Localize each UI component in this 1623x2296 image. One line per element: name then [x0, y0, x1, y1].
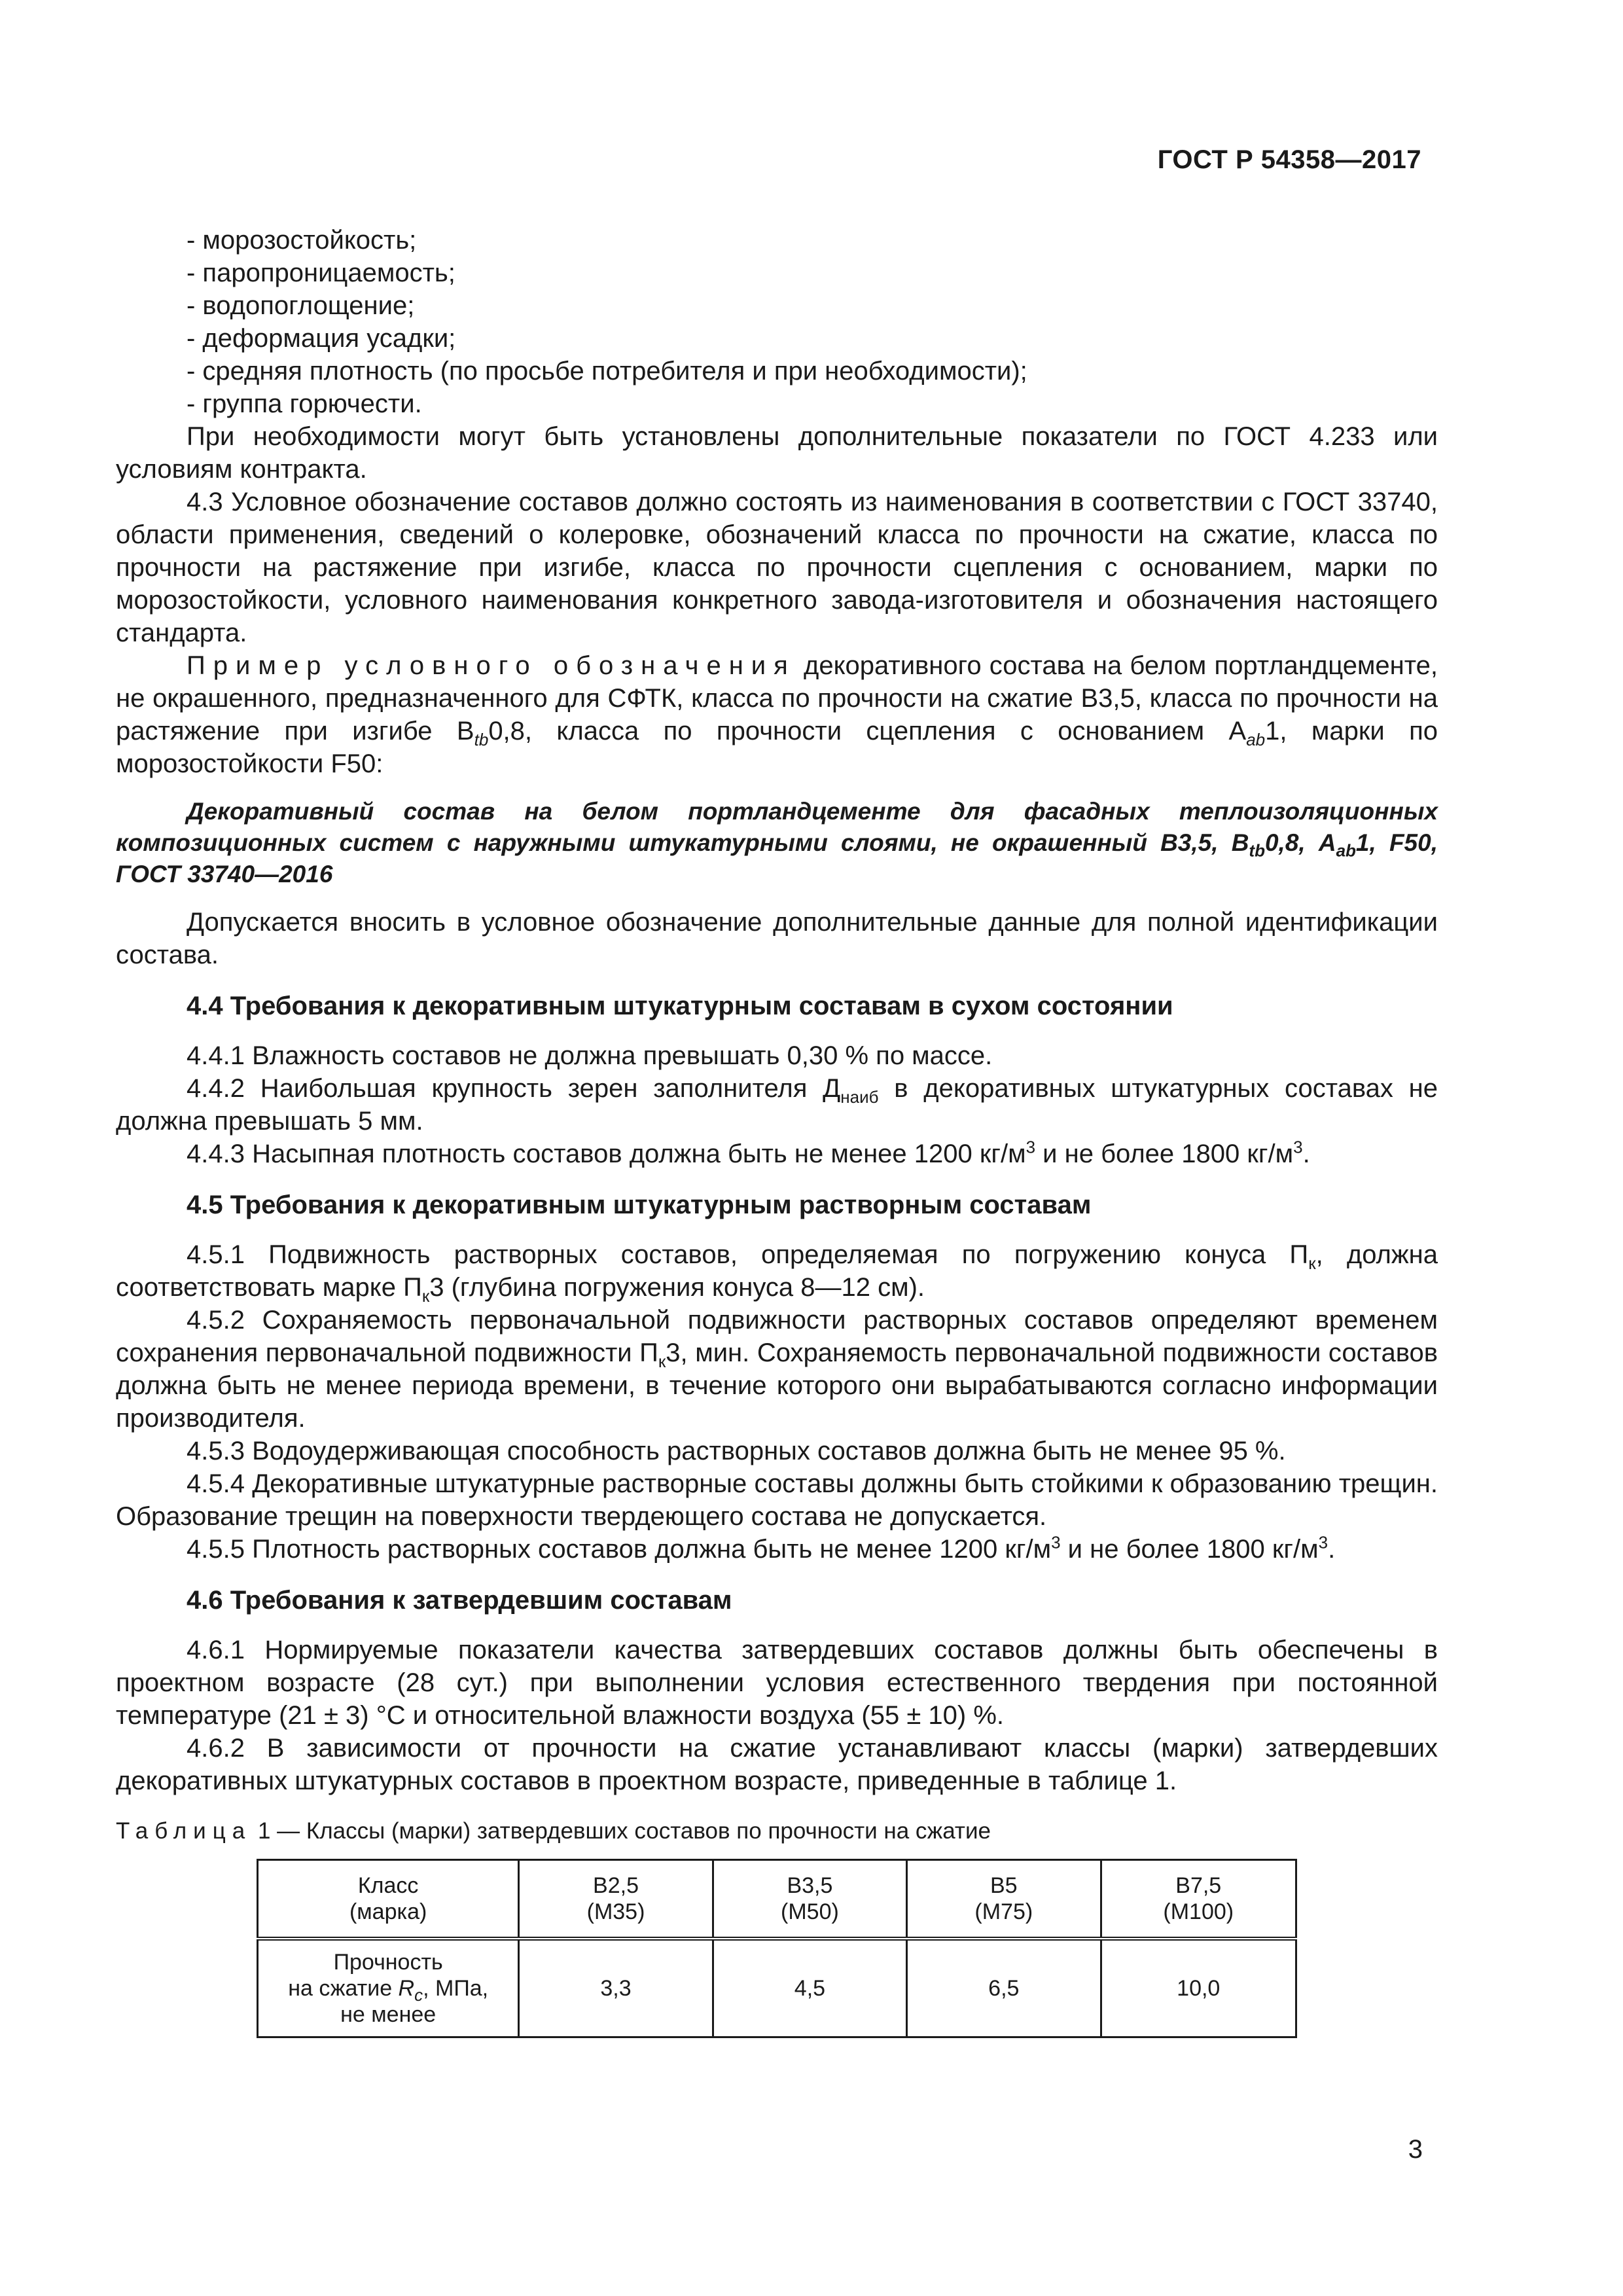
- document-code-header: ГОСТ Р 54358—2017: [1157, 145, 1421, 174]
- list-item: - группа горючести.: [187, 389, 422, 418]
- table-caption: Таблица 1 — Классы (марки) затвердевших составов по прочности на сжатие: [116, 1818, 991, 1844]
- paragraph-4-5-2: 4.5.2 Сохраняемость первоначальной подвижности растворных составов определяют временем сохранения первоначальной подвижности $П_к3$, мин. Сохраняемость первоначальной подвижности составов должна быть не менее периода времени, в течение которого они вырабатываются согласно информации производителя.: [116, 1306, 1438, 1433]
- table-cell: 10,0: [1101, 1939, 1296, 2037]
- table-header-cell: В5 (М75): [907, 1860, 1101, 1939]
- paragraph-4-6-2: 4.6.2 В зависимости от прочности на сжатие устанавливают классы (марки) затвердевших декоративных штукатурных составов в проектном возрасте, приведенные в таблице 1.: [116, 1734, 1438, 1795]
- table-row-label: Прочность на сжатие $R_c$, МПа, не менее: [258, 1939, 519, 2037]
- paragraph-4-5-4: 4.5.4 Декоративные штукатурные растворные составы должны быть стойкими к образованию трещин. Образование трещин на поверхности твердеющего состава не допускается.: [116, 1469, 1438, 1531]
- example-label: Пример условного обозначения: [187, 651, 796, 680]
- example-paragraph: Пример условного обозначения декоративного состава на белом портландцементе, не окрашенного, предназначенного для СФТК, класса по прочности на сжатие В3,5, класса по прочности на растяжение при изгибе $В_{tb}0,8$, класса по прочности сцепления с основанием $А_{ab}1$, марки по морозостойкости F50:: [116, 651, 1438, 778]
- paragraph-4-6-1: 4.6.1 Нормируемые показатели качества затвердевших составов должны быть обеспечены в проектном возрасте (28 сут.) при выполнении условия естественного твердения при постоянной температуре (21 ± 3) °С и относительной влажности воздуха (55 ± 10) %.: [116, 1636, 1438, 1730]
- table-cell: 6,5: [907, 1939, 1101, 2037]
- section-title-4-4: 4.4 Требования к декоративным штукатурным составам в сухом состоянии: [187, 992, 1173, 1020]
- list-item: - морозостойкость;: [187, 226, 417, 255]
- table-header-label: Класс (марка): [258, 1860, 519, 1939]
- list-item: - средняя плотность (по просьбе потребителя и при необходимости);: [187, 357, 1027, 386]
- list-item: - деформация усадки;: [187, 324, 456, 353]
- strength-class-table: [257, 1859, 1297, 2038]
- page-number: 3: [1408, 2135, 1423, 2164]
- paragraph-4-5-3: 4.5.3 Водоудерживающая способность растворных составов должна быть не менее 95 %.: [187, 1437, 1286, 1465]
- paragraph-4-4-1: 4.4.1 Влажность составов не должна превышать 0,30 % по массе.: [187, 1041, 993, 1070]
- paragraph-4-5-5: 4.5.5 Плотность растворных составов должна быть не менее 1200 $кг/м^3$ и не более 1800 $кг/м^3$.: [187, 1532, 1336, 1564]
- table-cell: 4,5: [713, 1939, 906, 2037]
- table-row: [258, 1939, 1296, 2037]
- table-header-row: [258, 1860, 1296, 1939]
- list-item: - водопоглощение;: [187, 291, 415, 320]
- section-title-4-5: 4.5 Требования к декоративным штукатурным растворным составам: [187, 1191, 1092, 1219]
- paragraph-4-3: 4.3 Условное обозначение составов должно состоять из наименования в соответствии с ГОСТ 33740, области применения, сведений о колеровке, обозначений класса по прочности на сжатие, класса по прочности на растяжение при изгибе, класса по прочности сцепления с основанием, марки по морозостойкости, условного наименования конкретного завода-изготовителя и обозначения настоящего стандарта.: [116, 488, 1438, 647]
- table-header-cell: В2,5 (М35): [519, 1860, 713, 1939]
- table-header-cell: В3,5 (М50): [713, 1860, 906, 1939]
- paragraph-additional-indicators: При необходимости могут быть установлены дополнительные показатели по ГОСТ 4.233 или условиям контракта.: [116, 422, 1438, 484]
- section-title-4-6: 4.6 Требования к затвердевшим составам: [187, 1586, 732, 1615]
- paragraph-allowed: Допускается вносить в условное обозначение дополнительные данные для полной идентификации состава.: [116, 908, 1438, 969]
- document-body: [116, 224, 1438, 2038]
- paragraph-4-4-3: 4.4.3 Насыпная плотность составов должна быть не менее 1200 $кг/м^3$ и не более 1800 $кг/м^3$.: [187, 1137, 1310, 1168]
- table-cell: 3,3: [519, 1939, 713, 2037]
- paragraph-4-5-1: 4.5.1 Подвижность растворных составов, определяемая по погружению конуса $П_к$, должна соответствовать марке $П_к3$ (глубина погружения конуса 8—12 см).: [116, 1240, 1438, 1306]
- table-header-cell: В7,5 (М100): [1101, 1860, 1296, 1939]
- paragraph-4-4-2: 4.4.2 Наибольшая крупность зерен заполнителя $Д_{наиб}$ в декоративных штукатурных составах не должна превышать 5 мм.: [116, 1074, 1438, 1136]
- example-designation: Декоративный состав на белом портландцементе для фасадных теплоизоляционных композиционных систем с наружными штукатурными слоями, не окрашенный В3,5, $В_{tb}0,8$, $А_{ab}1$, F50, ГОСТ 33740—2016: [116, 798, 1438, 888]
- list-item: - паропроницаемость;: [187, 259, 455, 287]
